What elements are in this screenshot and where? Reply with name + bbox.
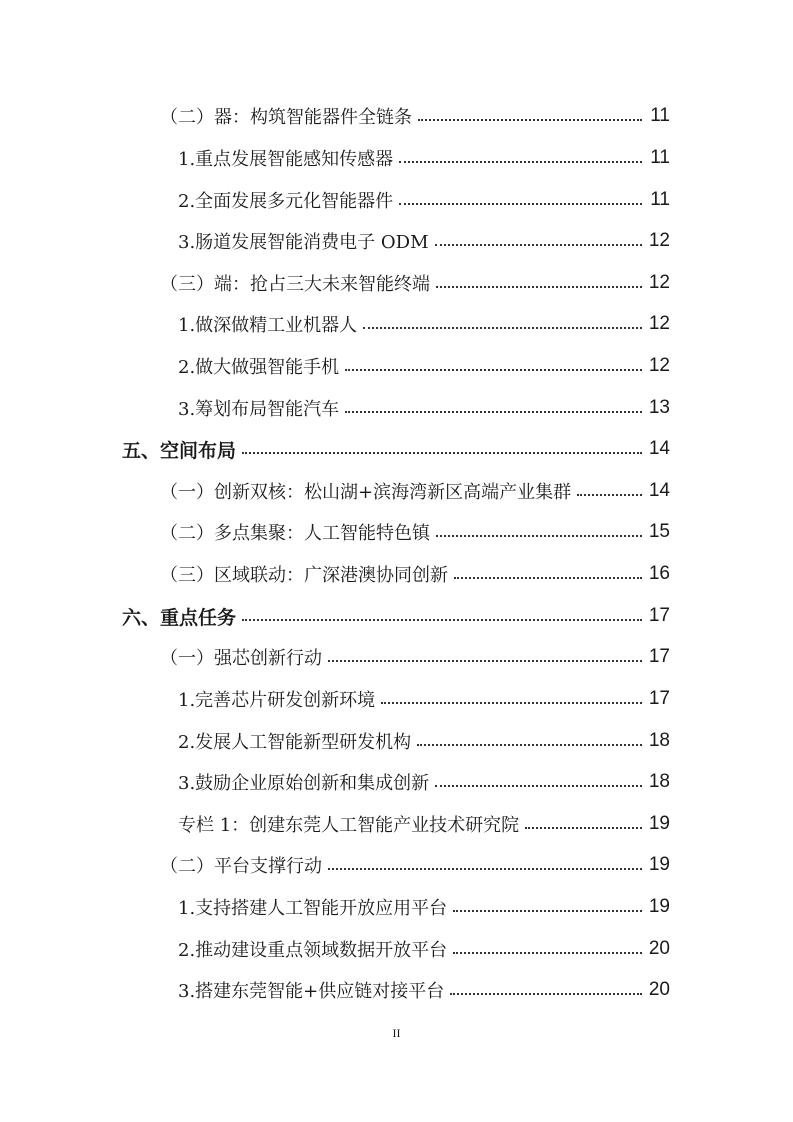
toc-entry[interactable] [160, 642, 670, 672]
toc-entry-page: 11 [650, 105, 670, 126]
toc-entry-page: 13 [648, 397, 670, 418]
toc-entry-page: 12 [648, 355, 670, 376]
toc-entry-page: 19 [648, 813, 670, 834]
dot-leader [436, 515, 642, 537]
toc-entry-title: （二）多点集聚：人工智能特色镇 [160, 523, 430, 544]
toc-entry[interactable] [178, 892, 670, 922]
toc-entry-title: 五、空间布局 [122, 439, 237, 462]
toc-entry-title: 2.发展人工智能新型研发机构 [178, 732, 412, 753]
dot-leader [381, 682, 642, 704]
dot-leader [454, 557, 642, 579]
toc-entry-title: 1.完善芯片研发创新环境 [178, 690, 376, 711]
toc-entry-page: 19 [648, 896, 670, 917]
toc-entry-page: 15 [648, 521, 670, 542]
toc-entry[interactable] [178, 143, 670, 173]
toc-entry[interactable] [178, 351, 670, 381]
toc-entry[interactable] [178, 185, 670, 215]
toc-entry-page: 12 [648, 313, 670, 334]
toc-entry-title: 3.鼓励企业原始创新和集成创新 [178, 773, 430, 794]
dot-leader [363, 307, 642, 329]
toc-entry[interactable] [178, 975, 670, 1005]
toc-entry[interactable] [160, 101, 670, 131]
toc-entry-title: 3.筹划布局智能汽车 [178, 399, 340, 420]
toc-entry[interactable] [178, 809, 670, 839]
toc-entry-title: 2.做大做强智能手机 [178, 357, 340, 378]
dot-leader [399, 141, 642, 163]
toc-entry-title: 2.推动建设重点领域数据开放平台 [178, 940, 448, 961]
dot-leader [399, 183, 642, 205]
toc-entry[interactable] [160, 476, 670, 506]
page-footer-number: II [392, 1026, 401, 1040]
toc-entry[interactable] [178, 393, 670, 423]
toc-entry-title: 2.全面发展多元化智能器件 [178, 191, 394, 212]
toc-entry-title: （二）平台支撑行动 [160, 856, 322, 877]
dot-leader [453, 890, 642, 912]
dot-leader [328, 848, 642, 870]
dot-leader [345, 391, 642, 413]
toc-entry[interactable] [178, 226, 670, 256]
toc-entry-page: 18 [648, 771, 670, 792]
toc-entry[interactable] [178, 934, 670, 964]
toc-entry-title: 1.重点发展智能感知传感器 [178, 149, 394, 170]
toc-entry[interactable] [160, 517, 670, 547]
toc-entry-title: （一）创新双核：松山湖+滨海湾新区高端产业集群 [160, 482, 572, 503]
toc-entry[interactable] [160, 850, 670, 880]
toc-entry-page: 17 [648, 605, 670, 626]
toc-entry[interactable] [160, 268, 670, 298]
toc-entry-page: 20 [648, 979, 670, 1000]
toc-entry[interactable] [178, 309, 670, 339]
toc-entry[interactable] [178, 726, 670, 756]
toc-entry-page: 19 [648, 854, 670, 875]
dot-leader [450, 973, 642, 995]
toc-entry-page: 17 [648, 688, 670, 709]
toc-entry-title: 3.肠道发展智能消费电子 ODM [178, 232, 429, 253]
toc-entry-page: 16 [648, 563, 670, 584]
toc-entry[interactable] [122, 434, 670, 464]
toc-entry-page: 14 [648, 438, 670, 459]
toc-entry-page: 18 [648, 730, 670, 751]
toc-entry-page: 11 [650, 147, 670, 168]
toc-entry-page: 14 [648, 480, 670, 501]
dot-leader [242, 432, 642, 454]
dot-leader [435, 765, 642, 787]
toc-entry-title: 1.做深做精工业机器人 [178, 315, 358, 336]
toc-entry-title: （三）区域联动：广深港澳协同创新 [160, 565, 448, 586]
toc-entry[interactable] [178, 684, 670, 714]
toc-entry-title: （一）强芯创新行动 [160, 648, 322, 669]
dot-leader [453, 932, 642, 954]
toc-entry[interactable] [178, 767, 670, 797]
toc-entry-title: 六、重点任务 [122, 606, 237, 629]
toc-entry-page: 12 [648, 272, 670, 293]
dot-leader [328, 640, 642, 662]
dot-leader [577, 474, 642, 496]
dot-leader [436, 266, 642, 288]
toc-entry-title: 3.搭建东莞智能+供应链对接平台 [178, 981, 445, 1002]
toc-entry[interactable] [122, 601, 670, 631]
dot-leader [418, 99, 642, 121]
dot-leader [417, 724, 642, 746]
toc-entry-title: （三）端：抢占三大未来智能终端 [160, 274, 430, 295]
dot-leader [525, 807, 642, 829]
toc-entry-title: 专栏 1：创建东莞人工智能产业技术研究院 [178, 815, 520, 836]
dot-leader [242, 599, 642, 621]
toc-entry-page: 20 [648, 938, 670, 959]
toc-entry-page: 17 [648, 646, 670, 667]
dot-leader [345, 349, 642, 371]
toc-entry-page: 12 [648, 230, 670, 251]
toc-entry-page: 11 [650, 189, 670, 210]
toc-entry-title: 1.支持搭建人工智能开放应用平台 [178, 898, 448, 919]
dot-leader [435, 224, 642, 246]
toc-entry[interactable] [160, 559, 670, 589]
toc-entry-title: （二）器：构筑智能器件全链条 [160, 107, 412, 128]
